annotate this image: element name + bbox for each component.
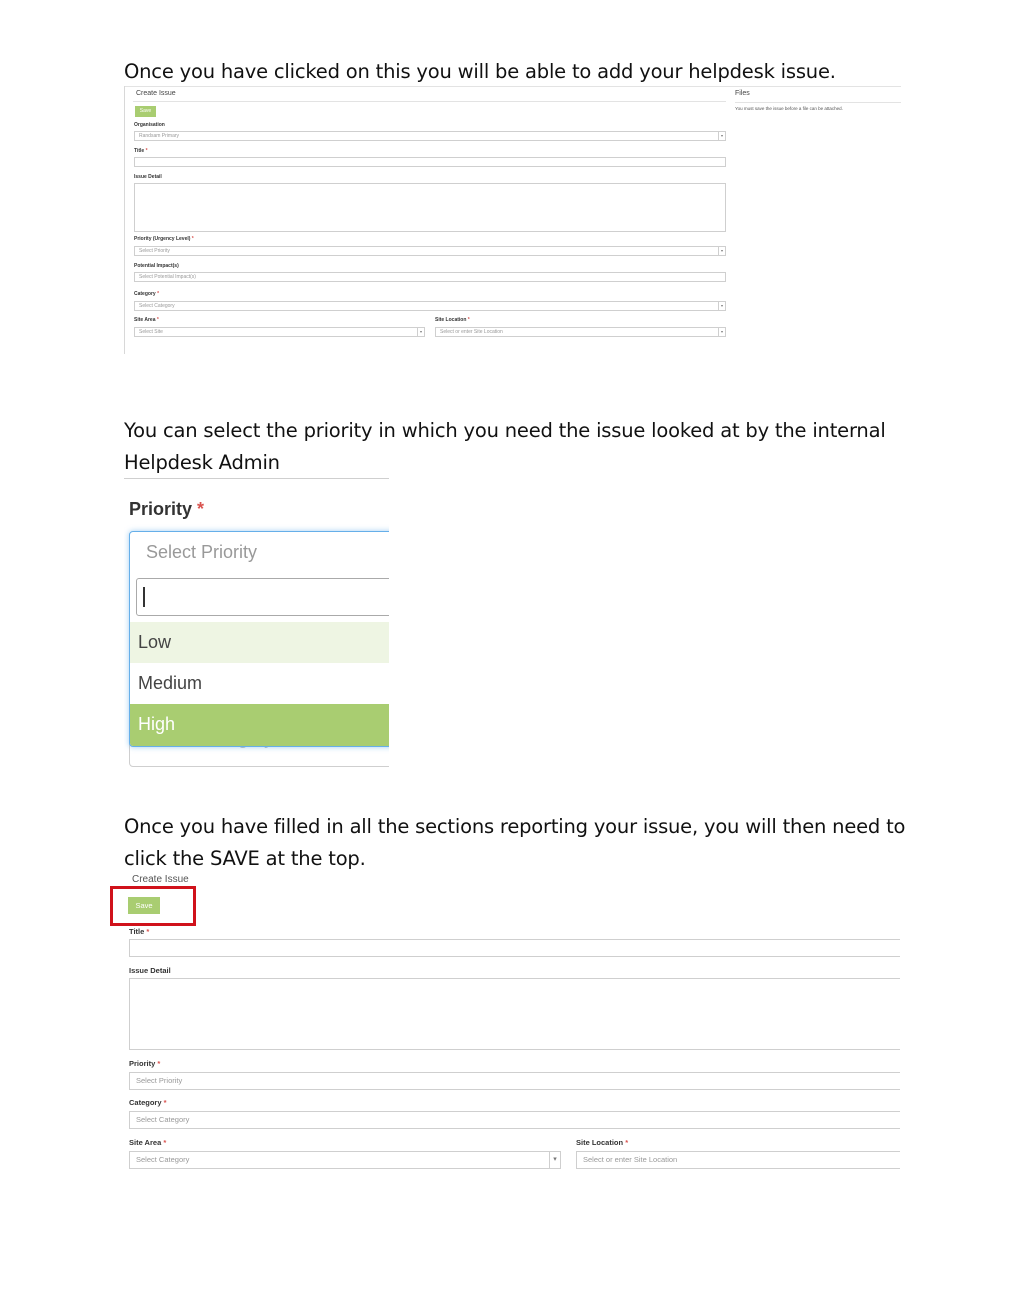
priority-label-text: Priority (Urgency Level) bbox=[134, 236, 191, 242]
title-label bbox=[129, 927, 149, 936]
option-label: Medium bbox=[138, 673, 203, 693]
issue-detail-label: Issue Detail bbox=[129, 966, 171, 975]
required-mark: * bbox=[625, 1138, 629, 1147]
site-area-select[interactable] bbox=[134, 327, 425, 337]
priority-placeholder: Select Priority bbox=[139, 248, 170, 254]
priority-label bbox=[134, 236, 194, 242]
organisation-label: Organisation bbox=[134, 122, 165, 128]
priority-placeholder: Select Priority bbox=[136, 1076, 183, 1085]
priority-dropdown-label bbox=[129, 499, 204, 520]
required-mark: * bbox=[163, 1098, 167, 1107]
site-area-label bbox=[134, 317, 159, 323]
files-divider bbox=[735, 102, 901, 103]
category-label-text: Category bbox=[129, 1098, 162, 1107]
site-area-label-text: Site Area bbox=[134, 317, 156, 323]
issue-detail-textarea[interactable] bbox=[134, 183, 726, 232]
category-placeholder: Select Category bbox=[139, 303, 175, 309]
required-mark: * bbox=[191, 236, 194, 242]
priority-label bbox=[129, 1059, 160, 1068]
priority-search-input[interactable] bbox=[136, 578, 389, 616]
required-mark: * bbox=[157, 291, 160, 297]
priority-option-high[interactable] bbox=[130, 704, 389, 746]
files-header: Files bbox=[735, 90, 750, 97]
files-note: You must save the issue before a file can be attached. bbox=[735, 106, 843, 111]
organisation-select[interactable] bbox=[134, 131, 726, 141]
instruction-step-2: You can select the priority in which you need the issue looked at by the internal Helpdesk Admin bbox=[124, 419, 886, 474]
title-label bbox=[134, 148, 148, 154]
site-area-placeholder: Select Site bbox=[139, 329, 163, 335]
priority-label-text: Priority bbox=[129, 1059, 156, 1068]
priority-option-low[interactable] bbox=[130, 622, 389, 663]
site-location-placeholder: Select or enter Site Location bbox=[583, 1155, 678, 1164]
required-mark: * bbox=[467, 317, 470, 323]
title-label-text: Title bbox=[129, 927, 145, 936]
site-location-label-text: Site Location bbox=[435, 317, 467, 323]
chevron-down-icon: ▾ bbox=[417, 328, 424, 336]
category-label bbox=[134, 291, 159, 297]
site-location-label bbox=[576, 1138, 628, 1147]
site-area-select[interactable] bbox=[129, 1151, 561, 1169]
site-area-placeholder: Select Category bbox=[136, 1155, 190, 1164]
site-location-select[interactable] bbox=[576, 1151, 900, 1169]
required-mark: * bbox=[146, 927, 150, 936]
priority-select[interactable] bbox=[129, 1072, 900, 1090]
required-mark: * bbox=[145, 148, 148, 154]
category-label-text: Category bbox=[134, 291, 156, 297]
save-highlight-screenshot bbox=[106, 872, 900, 1172]
priority-placeholder: Select Priority bbox=[146, 542, 258, 562]
organisation-value: Randsam Primary bbox=[139, 133, 180, 139]
category-select[interactable] bbox=[129, 1111, 900, 1129]
impact-select[interactable] bbox=[134, 272, 726, 282]
instruction-step-1: Once you have clicked on this you will be able to add your helpdesk issue. bbox=[124, 60, 836, 83]
site-location-label bbox=[435, 317, 470, 323]
option-label: High bbox=[138, 714, 176, 734]
category-label bbox=[129, 1098, 167, 1107]
issue-detail-textarea[interactable] bbox=[129, 978, 900, 1050]
category-placeholder: Select Category bbox=[136, 1115, 190, 1124]
panel-top-border bbox=[125, 86, 901, 87]
title-input[interactable] bbox=[134, 157, 726, 167]
site-area-label-text: Site Area bbox=[129, 1138, 162, 1147]
chevron-down-icon: ▾ bbox=[549, 1152, 560, 1168]
impact-label: Potential Impact(s) bbox=[134, 263, 179, 269]
save-button[interactable]: Save bbox=[135, 106, 156, 117]
required-mark: * bbox=[156, 317, 159, 323]
priority-dropdown-screenshot bbox=[124, 478, 389, 769]
title-input[interactable] bbox=[129, 939, 900, 957]
chevron-down-icon: ▾ bbox=[718, 247, 725, 255]
site-location-placeholder: Select or enter Site Location bbox=[440, 329, 503, 335]
title-label-text: Title bbox=[134, 148, 145, 154]
priority-option-medium[interactable] bbox=[130, 663, 389, 704]
form-header: Create Issue bbox=[132, 874, 189, 885]
form-divider bbox=[133, 101, 726, 102]
category-select[interactable] bbox=[134, 301, 726, 311]
required-mark: * bbox=[157, 1059, 161, 1068]
save-button[interactable]: Save bbox=[128, 897, 160, 914]
priority-label-text: Priority bbox=[129, 499, 193, 519]
impact-placeholder: Select Potential Impact(s) bbox=[139, 274, 196, 280]
site-location-select[interactable] bbox=[435, 327, 726, 337]
chevron-down-icon: ▾ bbox=[718, 328, 725, 336]
site-area-label bbox=[129, 1138, 166, 1147]
chevron-down-icon: ▾ bbox=[718, 302, 725, 310]
instruction-step-3: Once you have filled in all the sections reporting your issue, you will then need to click the SAVE at the top. bbox=[124, 815, 906, 870]
issue-detail-label: Issue Detail bbox=[134, 174, 162, 180]
option-label: Low bbox=[138, 632, 172, 652]
required-mark: * bbox=[163, 1138, 167, 1147]
site-location-label-text: Site Location bbox=[576, 1138, 624, 1147]
priority-dropdown[interactable] bbox=[129, 531, 389, 747]
chevron-down-icon: ▾ bbox=[718, 132, 725, 140]
form-header: Create Issue bbox=[136, 90, 176, 97]
create-issue-screenshot bbox=[124, 86, 901, 354]
text-cursor bbox=[143, 587, 145, 607]
required-mark: * bbox=[197, 499, 205, 519]
priority-select[interactable] bbox=[134, 246, 726, 256]
